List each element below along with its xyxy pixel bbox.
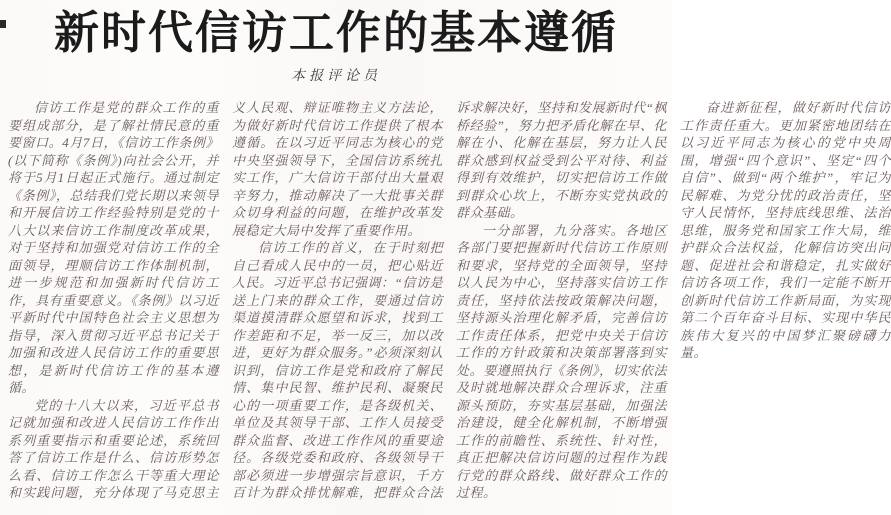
article-paragraph: 一分部署，九分落实。各地区各部门要把握新时代信访工作原则和要求，坚持党的全面领导，坚持以人民为中心，坚持落实信访工作责任，坚持依法按政策解决问题，坚持源头治理化解矛盾，完善信访工作责任体系，把党中央关于信访工作的方针政策和决策部署落到实处。要遵照执行《条例》，切实依法及时就地解决群众合理诉求，注重源头预防，夯实基层基础，加强法治建设，健全化解机制，不断增强工作的前瞻性、系统性、针对性，真正把解决信访问题的过程作为践行党的群众路线、做好群众工作的过程。: [456, 222, 667, 500]
article-title: 新时代信访工作的基本遵循: [53, 6, 618, 59]
article-byline: 本报评论员: [291, 69, 381, 84]
article-paragraph: 党的十八大以来，习近平总书记就加强和改进人民信访工作作出系列重要指示和重要论述，系统回答了信访工作是什么、信访形势怎么看、信访工作怎么干等重大理论和实践问题，充分体现了马克思主义人民观、辩证唯物主义方法论，为做好新时代信访工作提供了根本遵循。在以习近平同志为核心的党中央坚强领导下，全国信访系统扎实工作，广大信访干部付出大量艰辛努力，推动解决了一大批事关群众切身利益的问题，在维护改革发展稳定大局中发挥了重要作用。: [8, 100, 443, 500]
scan-artifact-mark: [0, 20, 6, 28]
article-paragraph: 信访工作是党的群众工作的重要组成部分，是了解社情民意的重要窗口。4月7日，《信访工作条例》(以下简称《条例》)向社会公开，并将于5月1日起正式施行。通过制定《条例》，总结我们党长期以来领导和开展信访工作经验特别是党的十八大以来信访工作制度改革成果，对于坚持和加强党对信访工作的全面领导，理顺信访工作体制机制，进一步规范和加强新时代信访工作，具有重要意义。《条例》以习近平新时代中国特色社会主义思想为指导，深入贯彻习近平总书记关于加强和改进人民信访工作的重要思想，是新时代信访工作的基本遵循。: [8, 100, 219, 395]
article-body: [8, 99, 891, 511]
article-paragraph: 信访工作的首义，在于时刻把自己看成人民中的一员，把心贴近人民。习近平总书记强调：“信访是送上门来的群众工作，要通过信访渠道摸清群众愿望和诉求，找到工作差距和不足，举一反三，加以改进，更好为群众服务。”必须深刻认识到，信访工作是党和政府了解民情、集中民智、维护民利、凝聚民心的一项重要工作，是各级机关、单位及其领导干部、工作人员接受群众监督、改进工作作风的重要途径。各级党委和政府、各级领导干部必须进一步增强宗旨意识，千方百计为群众排忧解难，把群众合法诉求解决好，坚持和发展新时代“枫桥经验”，努力把矛盾化解在早、化解在小、化解在基层，努力让人民群众感到权益受到公平对待、利益得到有效维护，切实把信访工作做到群众心坎上，不断夯实党执政的群众基础。: [232, 100, 667, 500]
article-paragraph: 奋进新征程，做好新时代信访工作责任重大。更加紧密地团结在以习近平同志为核心的党中央周围，增强“四个意识”、坚定“四个自信”、做到“两个维护”，牢记为民解难、为党分忧的政治责任，坚守人民情怀，坚持底线思维、法治思维，服务党和国家工作大局，维护群众合法权益，化解信访突出问题、促进社会和谐稳定，扎实做好信访各项工作，我们一定能不断开创新时代信访工作新局面，为实现第二个百年奋斗目标、实现中华民族伟大复兴的中国梦汇聚磅礴力量。: [680, 100, 891, 360]
